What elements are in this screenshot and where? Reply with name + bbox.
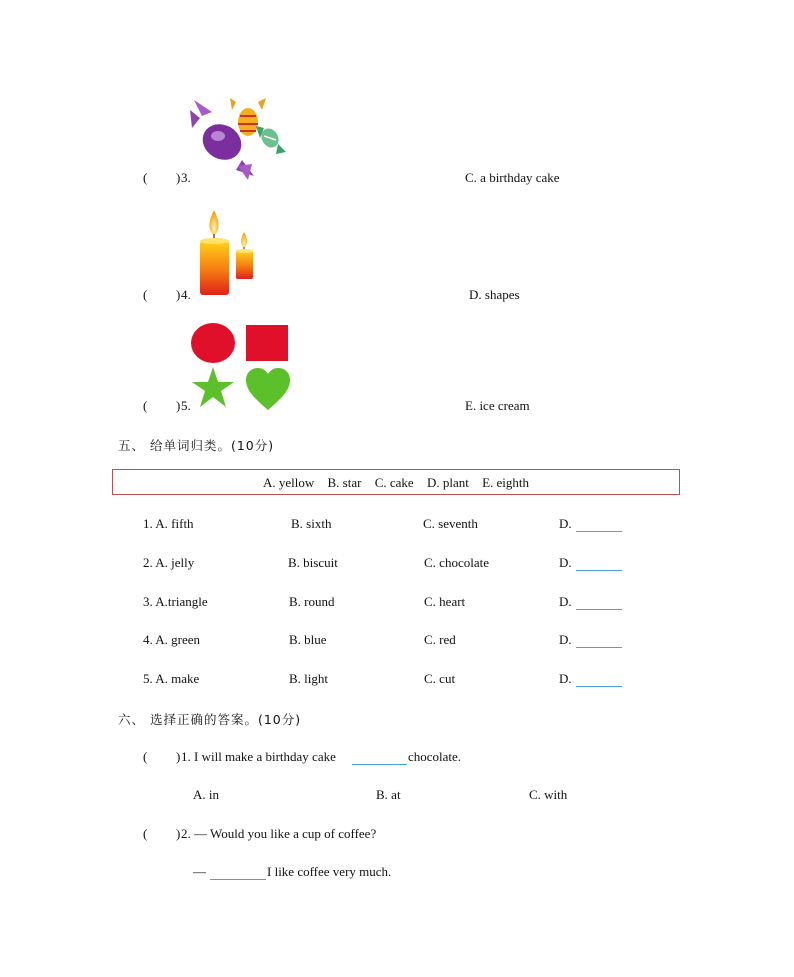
item4-paren-open: ( bbox=[143, 287, 148, 302]
row1-c: C. seventh bbox=[423, 516, 478, 531]
row2-answer-blank[interactable] bbox=[576, 556, 622, 571]
row3-b: B. round bbox=[289, 594, 335, 609]
q2-reply-text: I like coffee very much. bbox=[267, 864, 392, 879]
row5-d: D. bbox=[559, 671, 572, 686]
item4-answer-slot[interactable] bbox=[150, 287, 176, 303]
q1-text-end: chocolate. bbox=[408, 749, 462, 764]
item3-paren-close: ) bbox=[176, 170, 181, 185]
item4-number: 4. bbox=[181, 287, 191, 302]
row3-d: D. bbox=[559, 594, 572, 609]
option-e: E. ice cream bbox=[465, 398, 530, 413]
candles-icon bbox=[196, 208, 256, 298]
q2-reply-dash: — bbox=[193, 864, 206, 879]
row3-c: C. heart bbox=[424, 594, 466, 609]
row2-b: B. biscuit bbox=[288, 555, 338, 570]
option-d: D. shapes bbox=[469, 287, 520, 302]
item3-number: 3. bbox=[181, 170, 191, 185]
q1-option-c: C. with bbox=[529, 787, 568, 802]
q1-text: 1. I will make a birthday cake bbox=[181, 749, 336, 764]
q1-answer-slot[interactable] bbox=[150, 749, 176, 765]
row1-b: B. sixth bbox=[291, 516, 332, 531]
q2-paren-close: ) bbox=[176, 826, 181, 841]
row2-c: C. chocolate bbox=[424, 555, 489, 570]
item3-paren-open: ( bbox=[143, 170, 148, 185]
candy-icon bbox=[190, 98, 288, 182]
item5-answer-slot[interactable] bbox=[150, 398, 176, 414]
word-bank-item: D. plant bbox=[426, 475, 469, 490]
row5-a: 5. A. make bbox=[143, 671, 200, 686]
row1-a: 1. A. fifth bbox=[143, 516, 194, 531]
row4-d: D. bbox=[559, 632, 572, 647]
q1-paren-close: ) bbox=[176, 749, 181, 764]
q1-option-a: A. in bbox=[193, 787, 219, 802]
section6-title: 六、 选择正确的答案。(10分) bbox=[118, 712, 302, 727]
item5-number: 5. bbox=[181, 398, 191, 413]
q1-option-b: B. at bbox=[376, 787, 401, 802]
word-bank-item: B. star bbox=[327, 475, 362, 490]
row4-a: 4. A. green bbox=[143, 632, 201, 647]
item4-paren-close: ) bbox=[176, 287, 181, 302]
row4-answer-blank[interactable] bbox=[576, 633, 622, 648]
row5-b: B. light bbox=[289, 671, 329, 686]
item5-paren-open: ( bbox=[143, 398, 148, 413]
row5-c: C. cut bbox=[424, 671, 456, 686]
word-bank-item: E. eighth bbox=[482, 475, 530, 490]
row2-a: 2. A. jelly bbox=[143, 555, 195, 570]
q2-text: 2. — Would you like a cup of coffee? bbox=[181, 826, 377, 841]
q2-answer-slot[interactable] bbox=[150, 826, 176, 842]
q1-blank[interactable] bbox=[352, 750, 407, 765]
row4-b: B. blue bbox=[289, 632, 327, 647]
shapes-icon bbox=[188, 322, 292, 412]
row1-d: D. bbox=[559, 516, 572, 531]
row5-answer-blank[interactable] bbox=[576, 672, 622, 687]
word-bank-box bbox=[112, 469, 680, 495]
option-c: C. a birthday cake bbox=[465, 170, 560, 185]
row4-c: C. red bbox=[424, 632, 456, 647]
row2-d: D. bbox=[559, 555, 572, 570]
q1-paren-open: ( bbox=[143, 749, 148, 764]
shapes-picture bbox=[188, 322, 292, 412]
row3-a: 3. A.triangle bbox=[143, 594, 208, 609]
candy-picture bbox=[190, 98, 288, 182]
row3-answer-blank[interactable] bbox=[576, 595, 622, 610]
row1-answer-blank[interactable] bbox=[576, 517, 622, 532]
section5-title: 五、 给单词归类。(10分) bbox=[118, 438, 275, 453]
word-bank-item: C. cake bbox=[374, 475, 414, 490]
q2-paren-open: ( bbox=[143, 826, 148, 841]
q2-blank[interactable] bbox=[210, 865, 266, 880]
word-bank-item: A. yellow bbox=[262, 475, 315, 490]
item3-answer-slot[interactable] bbox=[150, 170, 176, 186]
candles-picture bbox=[196, 208, 256, 298]
item5-paren-close: ) bbox=[176, 398, 181, 413]
